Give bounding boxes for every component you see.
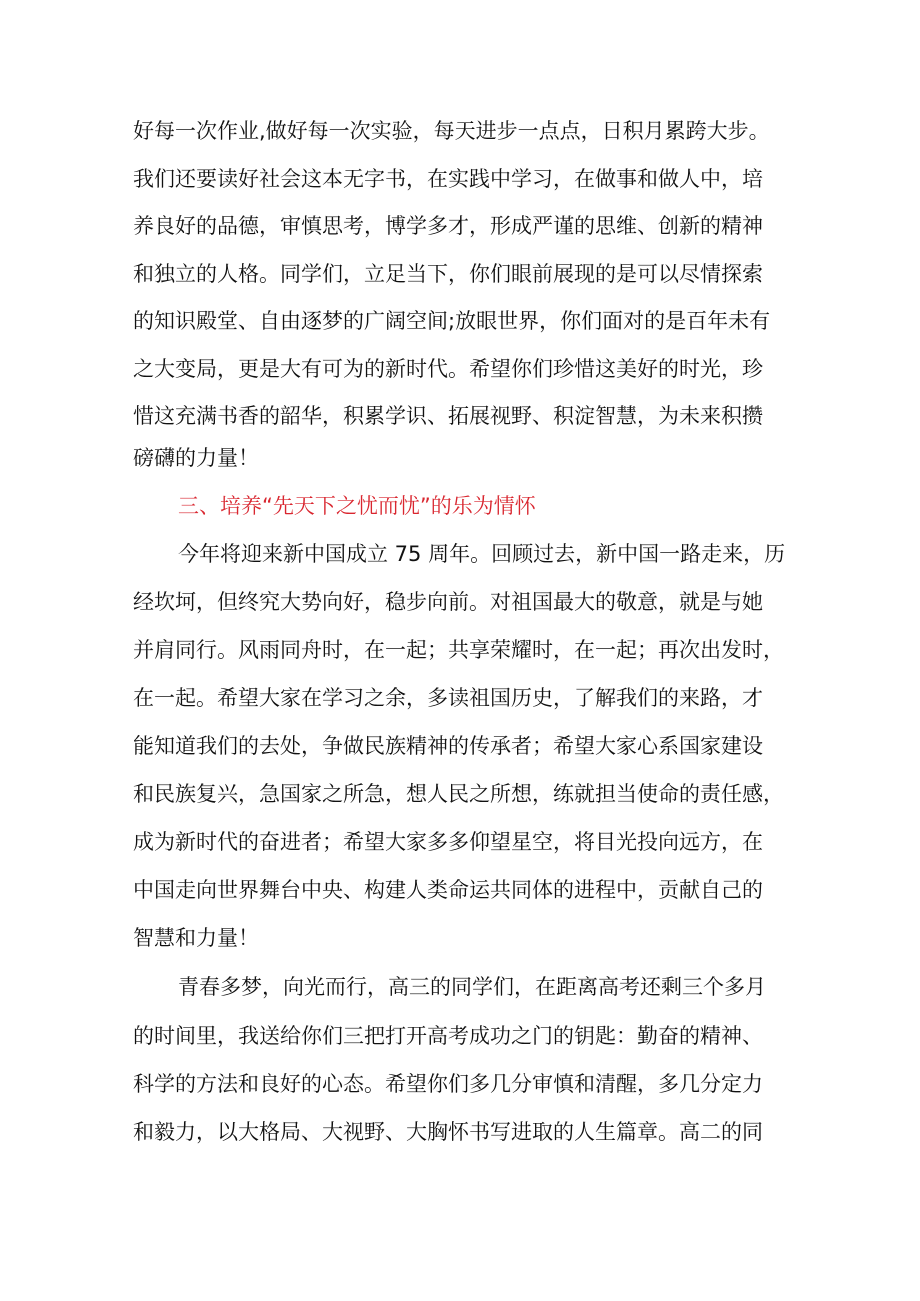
paragraph-line: 在一起。希望大家在学习之余，多读祖国历史，了解我们的来路，才 <box>133 686 763 710</box>
paragraph-line: 中国走向世界舞台中央、构建人类命运共同体的进程中，贡献自己的 <box>133 878 763 902</box>
paragraph-line: 科学的方法和良好的心态。希望你们多几分审慎和清醒，多几分定力 <box>133 1072 763 1096</box>
paragraph-line: 能知道我们的去处，争做民族精神的传承者；希望大家心系国家建设 <box>133 734 763 758</box>
paragraph-line: 经坎坷，但终究大势向好，稳步向前。对祖国最大的敬意，就是与她 <box>133 590 763 614</box>
paragraph-line: 我们还要读好社会这本无字书，在实践中学习，在做事和做人中，培 <box>133 167 763 191</box>
paragraph-line: 青春多梦，向光而行，高三的同学们，在距离高考还剩三个多月 <box>178 975 766 999</box>
paragraph-line: 并肩同行。风雨同舟时，在一起；共享荣耀时，在一起；再次出发时， <box>133 638 784 662</box>
paragraph-line: 和毅力，以大格局、大视野、大胸怀书写进取的人生篇章。高二的同 <box>133 1120 763 1144</box>
paragraph-line: 和民族复兴，急国家之所急，想人民之所想，练就担当使命的责任感， <box>133 782 784 806</box>
paragraph-line: 惜这充满书香的韶华，积累学识、拓展视野、积淀智慧，为未来积攒 <box>133 404 763 428</box>
paragraph-line: 好每一次作业,做好每一次实验，每天进步一点点，日积月累跨大步。 <box>133 119 770 143</box>
paragraph-line: 成为新时代的奋进者；希望大家多多仰望星空，将目光投向远方，在 <box>133 830 763 854</box>
paragraph-line: 的知识殿堂、自由逐梦的广阔空间;放眼世界，你们面对的是百年未有 <box>133 309 771 333</box>
paragraph-line: 的时间里，我送给你们三把打开高考成功之门的钥匙：勤奋的精神、 <box>133 1024 763 1048</box>
paragraph-line: 今年将迎来新中国成立 75 周年。回顾过去，新中国一路走来，历 <box>178 542 786 566</box>
paragraph-line: 和独立的人格。同学们，立足当下，你们眼前展现的是可以尽情探索 <box>133 262 763 286</box>
paragraph-line: 之大变局，更是大有可为的新时代。希望你们珍惜这美好的时光，珍 <box>133 357 763 381</box>
paragraph-line: 养良好的品德，审慎思考，博学多才，形成严谨的思维、创新的精神 <box>133 214 763 238</box>
paragraph-line: 智慧和力量！ <box>133 926 259 950</box>
paragraph-line: 磅礴的力量！ <box>133 446 259 470</box>
section-heading: 三、培养“先天下之忧而忧”的乐为情怀 <box>178 494 536 518</box>
